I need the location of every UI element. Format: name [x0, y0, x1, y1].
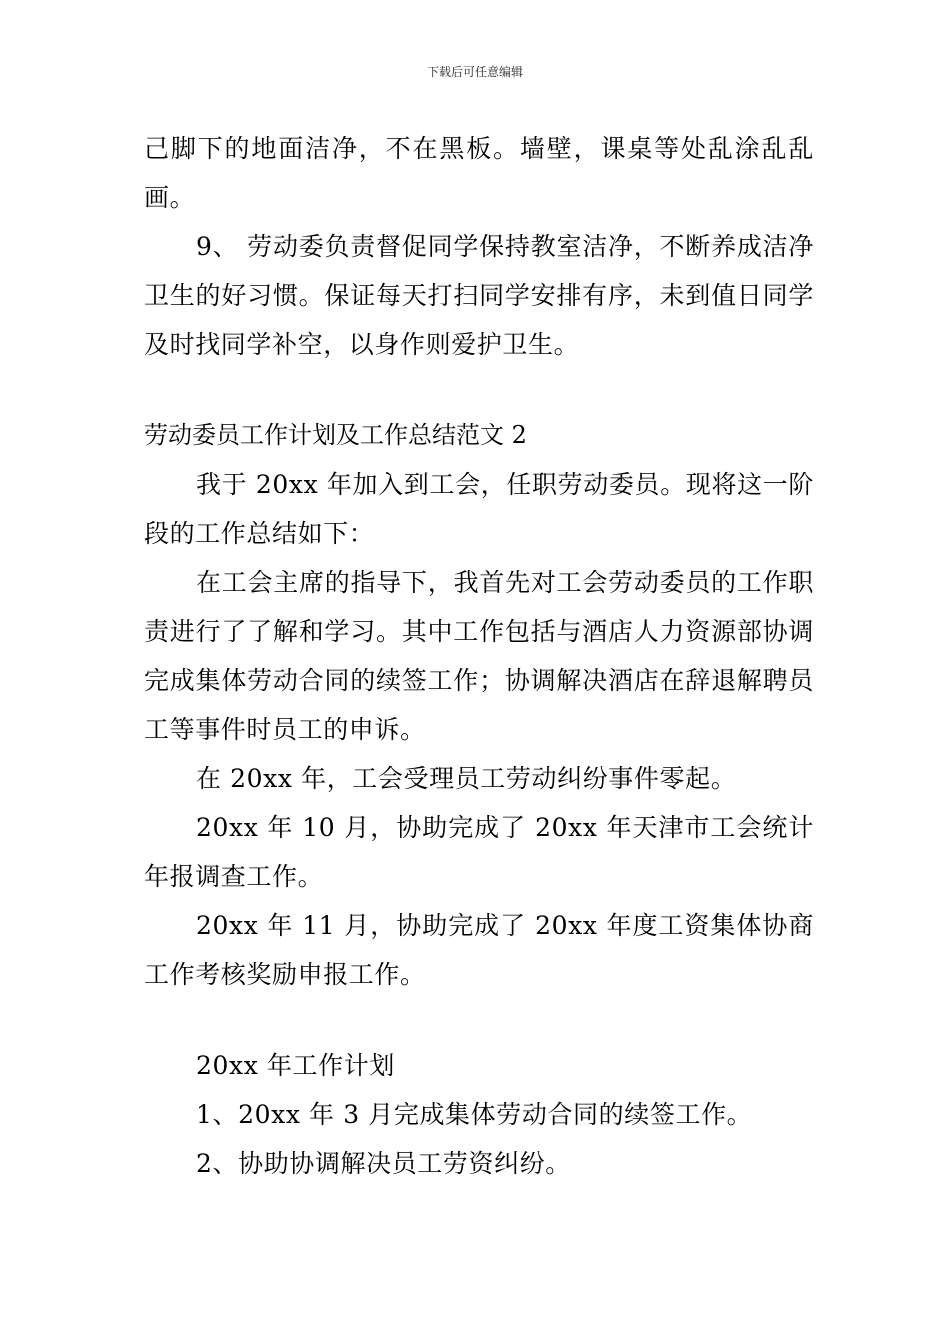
plan-title: 20xx 年工作计划 [196, 1051, 395, 1080]
paragraph-november: 20xx 年 11 月，协助完成了 20xx 年度工资集体协商工作考核奖励申报工作。 [144, 911, 814, 989]
section-title: 劳动委员工作计划及工作总结范文 2 [144, 421, 527, 449]
section-gap [144, 369, 814, 411]
document-body [144, 124, 814, 1188]
paragraph-intro: 我于 20xx 年加入到工会，任职劳动委员。现将这一阶段的工作总结如下： [144, 470, 814, 548]
plan-item-2: 2、协助协调解决员工劳资纠纷。 [196, 1149, 571, 1178]
page-header-note: 下载后可任意编辑 [426, 65, 523, 79]
section-gap [144, 999, 814, 1041]
paragraph-october: 20xx 年 10 月，协助完成了 20xx 年天津市工会统计年报调查工作。 [144, 813, 814, 891]
plan-item-1: 1、20xx 年 3 月完成集体劳动合同的续签工作。 [196, 1100, 753, 1129]
paragraph-duties: 在工会主席的指导下，我首先对工会劳动委员的工作职责进行了了解和学习。其中工作包括与酒店人力资源部协调完成集体劳动合同的续签工作；协调解决酒店在辞退解聘员工等事件时员工的申诉。 [144, 568, 814, 744]
paragraph-continuation: 己脚下的地面洁净，不在黑板。墙壁，课桌等处乱涂乱乱画。 [144, 134, 814, 212]
paragraph-item-9: 9、 劳动委负责督促同学保持教室洁净，不断养成洁净卫生的好习惯。保证每天打扫同学安排有序，未到值日同学及时找同学补空，以身作则爱护卫生。 [144, 232, 814, 359]
paragraph-disputes: 在 20xx 年，工会受理员工劳动纠纷事件零起。 [196, 764, 737, 793]
